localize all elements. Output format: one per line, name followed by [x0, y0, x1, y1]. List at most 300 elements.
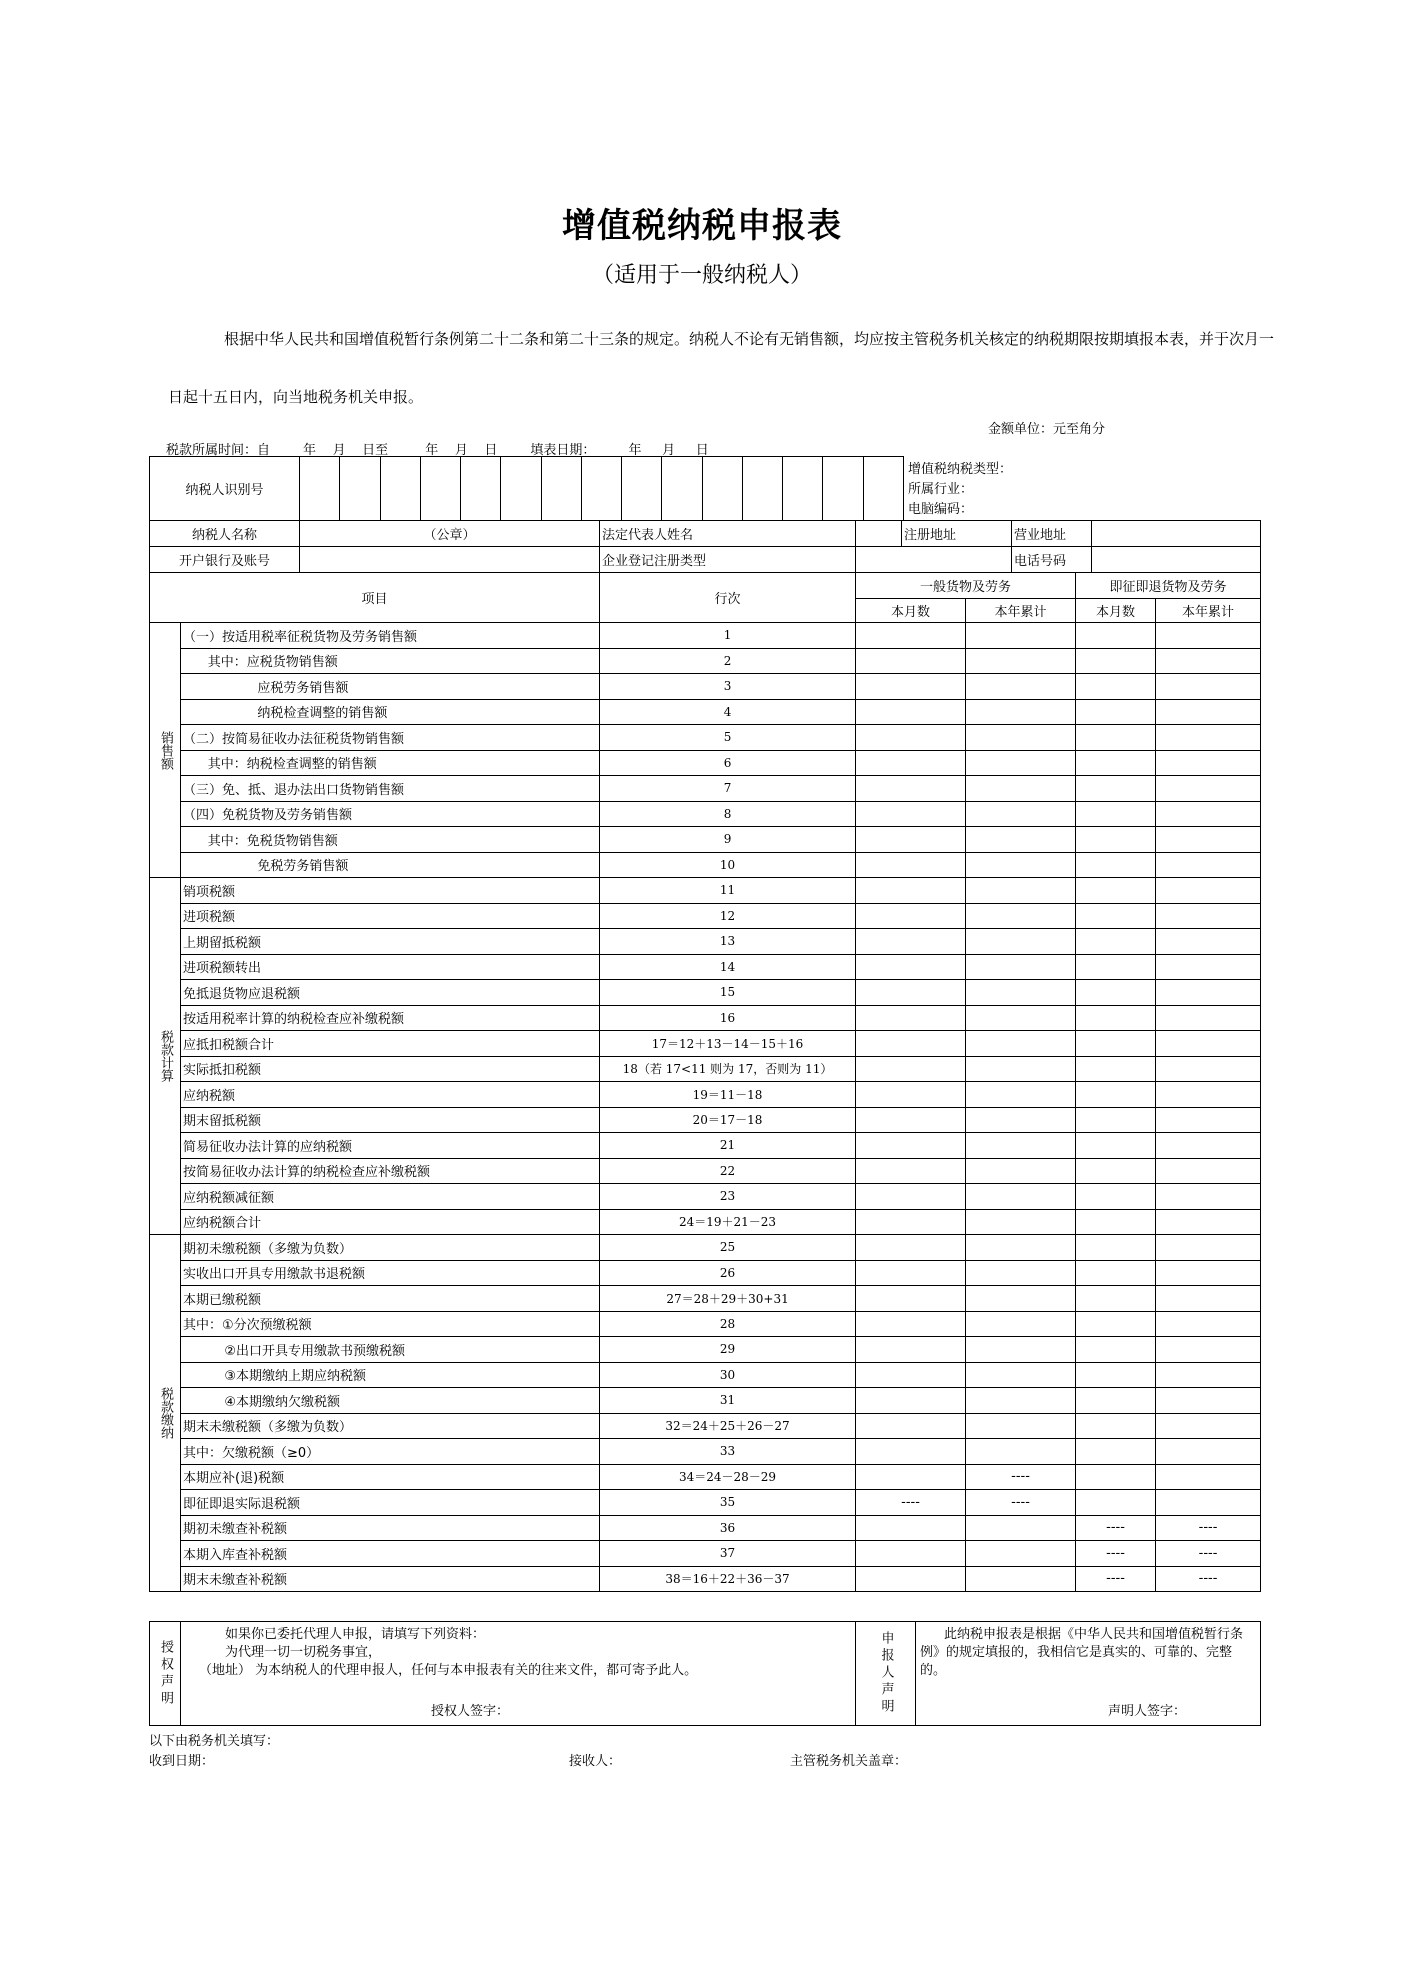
row-label: 进项税额 [181, 903, 600, 929]
general-this-month-cell[interactable] [856, 1464, 966, 1490]
row-line-number: 37 [600, 1541, 856, 1567]
refund-this-month-cell[interactable] [1076, 1005, 1156, 1031]
refund-this-month-cell[interactable] [1076, 725, 1156, 751]
general-this-month-cell[interactable] [856, 852, 966, 878]
declaration-heading [856, 1622, 916, 1726]
row-label: 本期入库查补税额 [181, 1541, 600, 1567]
id-digit-box[interactable] [863, 457, 903, 521]
row-label: ④本期缴纳欠缴税额 [181, 1388, 600, 1414]
row-line-number: 9 [600, 827, 856, 853]
refund-this-year-cell[interactable] [1156, 699, 1261, 725]
refund-this-month-cell: ---- [1076, 1566, 1156, 1592]
general-this-year-cell[interactable] [966, 750, 1076, 776]
general-this-year-cell[interactable] [966, 1311, 1076, 1337]
general-this-month-cell[interactable] [856, 1031, 966, 1057]
general-this-year-cell[interactable] [966, 1056, 1076, 1082]
id-digit-box[interactable] [501, 457, 541, 521]
refund-this-year-cell[interactable] [1156, 1464, 1261, 1490]
general-this-year-cell[interactable] [966, 1235, 1076, 1261]
refund-this-year-cell[interactable] [1156, 1260, 1261, 1286]
general-this-month-cell[interactable] [856, 1388, 966, 1414]
general-this-year-cell[interactable] [966, 1286, 1076, 1312]
table-row [150, 1388, 1261, 1414]
row-line-number: 17＝12＋13－14－15＋16 [600, 1031, 856, 1057]
general-this-year-cell[interactable] [966, 1541, 1076, 1567]
refund-this-year-cell[interactable] [1156, 1031, 1261, 1057]
declaration-table [149, 1621, 1261, 1726]
row-label: 按适用税率计算的纳税检查应补缴税额 [181, 1005, 600, 1031]
intro-paragraph: 根据中华人民共和国增值税暂行条例第二十二条和第二十三条的规定。纳税人不论有无销售额，均应按主管税务机关核定的纳税期限按期填报本表，并于次月一日起十五日内，向当地税务机关申报。 [168, 330, 1275, 406]
general-this-year-cell[interactable] [966, 1515, 1076, 1541]
tax-period-line: 税款所属时间：自 年 月 日至 年 月 日 填表日期： 年 月 日 [166, 443, 709, 458]
refund-this-year-cell[interactable] [1156, 827, 1261, 853]
general-this-month-cell[interactable] [856, 903, 966, 929]
refund-this-year-cell[interactable] [1156, 776, 1261, 802]
general-this-year-cell[interactable] [966, 878, 1076, 904]
row-label: （三）免、抵、退办法出口货物销售额 [181, 776, 600, 802]
table-row [150, 1515, 1261, 1541]
refund-this-month-cell[interactable] [1076, 1286, 1156, 1312]
refund-this-year-cell[interactable] [1156, 852, 1261, 878]
row-label: 其中：应税货物销售额 [181, 648, 600, 674]
refund-this-year-cell[interactable] [1156, 1413, 1261, 1439]
bank-account-label: 开户银行及账号 [150, 547, 300, 573]
refund-this-month-cell[interactable] [1076, 1413, 1156, 1439]
immediate-refund-header: 即征即退货物及劳务 [1076, 573, 1261, 599]
main-table [149, 572, 1261, 1592]
row-label: 其中：免税货物销售额 [181, 827, 600, 853]
table-row [150, 1566, 1261, 1592]
industry-label: 所属行业： [908, 482, 974, 497]
refund-this-year-cell[interactable] [1156, 878, 1261, 904]
general-this-month-cell[interactable] [856, 1311, 966, 1337]
general-this-month-cell[interactable] [856, 1184, 966, 1210]
general-this-month-cell[interactable] [856, 801, 966, 827]
refund-this-year-cell[interactable] [1156, 1388, 1261, 1414]
row-line-number: 38＝16＋22＋36－37 [600, 1566, 856, 1592]
refund-this-month-cell[interactable] [1076, 1490, 1156, 1516]
refund-this-month-cell[interactable] [1076, 1388, 1156, 1414]
authorization-text-1: 如果你已委托代理人申报，请填写下列资料： [225, 1627, 486, 1642]
refund-this-month-cell[interactable] [1076, 1439, 1156, 1465]
refund-this-year-cell[interactable] [1156, 801, 1261, 827]
refund-this-year-cell[interactable] [1156, 1005, 1261, 1031]
row-line-number: 15 [600, 980, 856, 1006]
refund-this-month-cell[interactable] [1076, 1056, 1156, 1082]
refund-this-month-cell[interactable] [1076, 1158, 1156, 1184]
row-line-number: 32＝24＋25＋26－27 [600, 1413, 856, 1439]
general-this-year-cell[interactable] [966, 623, 1076, 649]
refund-this-month-cell[interactable] [1076, 954, 1156, 980]
row-line-number: 25 [600, 1235, 856, 1261]
general-this-year-cell[interactable] [966, 1005, 1076, 1031]
table-row [150, 750, 1261, 776]
legal-rep-value[interactable] [856, 521, 902, 547]
refund-this-month-cell[interactable] [1076, 1464, 1156, 1490]
row-label: 期末未缴税额（多缴为负数） [181, 1413, 600, 1439]
row-label: （四）免税货物及劳务销售额 [181, 801, 600, 827]
refund-this-year-cell[interactable] [1156, 1056, 1261, 1082]
table-row [150, 1541, 1261, 1567]
general-this-year-cell[interactable] [966, 1184, 1076, 1210]
authority-seal-label: 主管税务机关盖章： [790, 1754, 908, 1769]
row-label: 销项税额 [181, 878, 600, 904]
refund-this-year-header: 本年累计 [1156, 599, 1261, 623]
general-this-month-cell[interactable] [856, 623, 966, 649]
row-line-number: 34＝24－28－29 [600, 1464, 856, 1490]
row-label: 应纳税额 [181, 1082, 600, 1108]
row-line-number: 5 [600, 725, 856, 751]
general-this-year-cell: ---- [966, 1464, 1076, 1490]
refund-this-year-cell[interactable] [1156, 1286, 1261, 1312]
general-this-month-cell[interactable] [856, 1413, 966, 1439]
refund-this-year-cell[interactable] [1156, 674, 1261, 700]
item-header: 项目 [150, 573, 600, 623]
section-heading [150, 623, 181, 878]
row-line-number: 2 [600, 648, 856, 674]
general-this-year-cell[interactable] [966, 1082, 1076, 1108]
table-row [150, 1235, 1261, 1261]
general-this-month-cell[interactable] [856, 827, 966, 853]
id-digit-box[interactable] [581, 457, 621, 521]
general-this-month-cell[interactable] [856, 699, 966, 725]
refund-this-year-cell: ---- [1156, 1541, 1261, 1567]
refund-this-year-cell[interactable] [1156, 648, 1261, 674]
authorization-text-3: （地址） 为本纳税人的代理申报人，任何与本申报表有关的往来文件，都可寄予此人。 [199, 1663, 698, 1678]
business-address-value[interactable] [1092, 521, 1261, 547]
general-this-month-cell[interactable] [856, 750, 966, 776]
section-heading [150, 1235, 181, 1592]
general-this-month-cell[interactable] [856, 878, 966, 904]
phone-value[interactable] [1092, 547, 1261, 573]
general-this-year-cell[interactable] [966, 929, 1076, 955]
refund-this-month-cell[interactable] [1076, 1337, 1156, 1363]
general-this-month-cell[interactable] [856, 954, 966, 980]
row-label: 期末未缴查补税额 [181, 1566, 600, 1592]
row-line-number: 24＝19＋21－23 [600, 1209, 856, 1235]
refund-this-year-cell[interactable] [1156, 1082, 1261, 1108]
refund-this-month-cell[interactable] [1076, 852, 1156, 878]
refund-this-month-cell[interactable] [1076, 648, 1156, 674]
refund-this-year-cell[interactable] [1156, 1490, 1261, 1516]
general-this-month-cell[interactable] [856, 1541, 966, 1567]
table-row [150, 648, 1261, 674]
seal-label: （公章） [300, 521, 600, 547]
general-this-year-cell[interactable] [966, 1388, 1076, 1414]
table-row [150, 1031, 1261, 1057]
table-row [150, 1260, 1261, 1286]
id-digit-box[interactable] [662, 457, 702, 521]
taxpayer-id-label: 纳税人识别号 [150, 457, 300, 521]
refund-this-month-cell[interactable] [1076, 623, 1156, 649]
general-this-month-cell[interactable] [856, 648, 966, 674]
row-label: 其中：欠缴税额（≥0） [181, 1439, 600, 1465]
row-label: （二）按简易征收办法征税货物销售额 [181, 725, 600, 751]
general-this-year-cell[interactable] [966, 980, 1076, 1006]
refund-this-month-header: 本月数 [1076, 599, 1156, 623]
table-row [150, 1056, 1261, 1082]
table-row [150, 929, 1261, 955]
row-label: （一）按适用税率征税货物及劳务销售额 [181, 623, 600, 649]
general-this-year-cell[interactable] [966, 1566, 1076, 1592]
general-this-month-cell[interactable] [856, 1286, 966, 1312]
table-row [150, 1286, 1261, 1312]
refund-this-year-cell[interactable] [1156, 1133, 1261, 1159]
general-this-year-cell[interactable] [966, 1209, 1076, 1235]
row-line-number: 4 [600, 699, 856, 725]
general-this-month-cell[interactable] [856, 1362, 966, 1388]
row-line-number: 30 [600, 1362, 856, 1388]
row-label: 应税劳务销售额 [181, 674, 600, 700]
row-label: 本期应补(退)税额 [181, 1464, 600, 1490]
general-this-month-cell: ---- [856, 1490, 966, 1516]
general-this-year-cell[interactable] [966, 1133, 1076, 1159]
row-label: 上期留抵税额 [181, 929, 600, 955]
general-this-month-cell[interactable] [856, 1235, 966, 1261]
row-label: 期初未缴查补税额 [181, 1515, 600, 1541]
form-title: 增值税纳税申报表 [562, 206, 842, 246]
general-this-month-cell[interactable] [856, 1260, 966, 1286]
refund-this-month-cell[interactable] [1076, 1031, 1156, 1057]
declaration-signature: 声明人签字： [1107, 1704, 1186, 1719]
refund-this-year-cell[interactable] [1156, 1337, 1261, 1363]
row-line-number: 16 [600, 1005, 856, 1031]
row-label: 进项税额转出 [181, 954, 600, 980]
general-this-year-cell[interactable] [966, 1107, 1076, 1133]
business-address-label: 营业地址 [1012, 521, 1092, 547]
general-this-month-cell[interactable] [856, 725, 966, 751]
general-this-month-cell[interactable] [856, 1133, 966, 1159]
general-this-month-cell[interactable] [856, 1209, 966, 1235]
refund-this-month-cell[interactable] [1076, 674, 1156, 700]
refund-this-month-cell[interactable] [1076, 699, 1156, 725]
row-line-number: 7 [600, 776, 856, 802]
table-row [150, 1082, 1261, 1108]
declaration-cell [916, 1622, 1261, 1726]
authorization-signature: 授权人签字： [431, 1704, 510, 1719]
row-line-number: 33 [600, 1439, 856, 1465]
refund-this-year-cell[interactable] [1156, 980, 1261, 1006]
general-this-year-cell[interactable] [966, 827, 1076, 853]
row-line-number: 3 [600, 674, 856, 700]
refund-this-month-cell[interactable] [1076, 1082, 1156, 1108]
row-line-number: 13 [600, 929, 856, 955]
refund-this-year-cell[interactable] [1156, 929, 1261, 955]
amount-unit: 金额单位：元至角分 [988, 422, 1106, 437]
general-this-year-cell[interactable] [966, 1158, 1076, 1184]
general-this-year-cell[interactable] [966, 725, 1076, 751]
refund-this-month-cell: ---- [1076, 1541, 1156, 1567]
row-label: 免税劳务销售额 [181, 852, 600, 878]
general-this-year-cell[interactable] [966, 1362, 1076, 1388]
refund-this-month-cell[interactable] [1076, 1184, 1156, 1210]
general-this-year-cell[interactable] [966, 801, 1076, 827]
general-this-year-cell[interactable] [966, 674, 1076, 700]
section-heading-text: 税款缴纳 [158, 1387, 173, 1439]
general-this-month-header: 本月数 [856, 599, 966, 623]
general-this-month-cell[interactable] [856, 1082, 966, 1108]
reg-address-label: 注册地址 [902, 521, 1012, 547]
row-line-number: 35 [600, 1490, 856, 1516]
refund-this-month-cell[interactable] [1076, 1311, 1156, 1337]
general-this-month-cell[interactable] [856, 1515, 966, 1541]
row-line-number: 1 [600, 623, 856, 649]
row-label: 应纳税额合计 [181, 1209, 600, 1235]
row-label: 即征即退实际退税额 [181, 1490, 600, 1516]
general-this-year-cell[interactable] [966, 1260, 1076, 1286]
line-header: 行次 [600, 573, 856, 623]
id-digit-box[interactable] [742, 457, 782, 521]
table-row [150, 776, 1261, 802]
general-this-month-cell[interactable] [856, 1056, 966, 1082]
row-line-number: 11 [600, 878, 856, 904]
refund-this-month-cell[interactable] [1076, 878, 1156, 904]
general-goods-header: 一般货物及劳务 [856, 573, 1076, 599]
refund-this-year-cell[interactable] [1156, 623, 1261, 649]
general-this-month-cell[interactable] [856, 1107, 966, 1133]
general-this-month-cell[interactable] [856, 929, 966, 955]
section-heading-text: 销售额 [158, 730, 173, 770]
id-digit-box[interactable] [783, 457, 823, 521]
refund-this-year-cell[interactable] [1156, 750, 1261, 776]
general-this-month-cell[interactable] [856, 1337, 966, 1363]
general-this-month-cell[interactable] [856, 776, 966, 802]
general-this-year-cell[interactable] [966, 1031, 1076, 1057]
refund-this-year-cell[interactable] [1156, 954, 1261, 980]
row-line-number: 21 [600, 1133, 856, 1159]
refund-this-month-cell[interactable] [1076, 801, 1156, 827]
table-row [150, 1337, 1261, 1363]
refund-this-month-cell[interactable] [1076, 980, 1156, 1006]
general-this-month-cell[interactable] [856, 1439, 966, 1465]
row-line-number: 29 [600, 1337, 856, 1363]
refund-this-year-cell: ---- [1156, 1515, 1261, 1541]
general-this-year-cell[interactable] [966, 954, 1076, 980]
row-line-number: 19＝11－18 [600, 1082, 856, 1108]
refund-this-year-cell[interactable] [1156, 1362, 1261, 1388]
general-this-year-cell[interactable] [966, 1439, 1076, 1465]
general-this-month-cell[interactable] [856, 1005, 966, 1031]
vat-type-label: 增值税纳税类型： [908, 462, 1013, 477]
general-this-year-cell[interactable] [966, 852, 1076, 878]
id-digit-box[interactable] [461, 457, 501, 521]
id-digit-box[interactable] [380, 457, 420, 521]
row-label: 期初未缴税额（多缴为负数） [181, 1235, 600, 1261]
id-digit-box[interactable] [420, 457, 460, 521]
refund-this-year-cell[interactable] [1156, 1209, 1261, 1235]
refund-this-month-cell: ---- [1076, 1515, 1156, 1541]
authorization-heading [150, 1622, 181, 1726]
authorization-cell [181, 1622, 856, 1726]
refund-this-month-cell[interactable] [1076, 929, 1156, 955]
section-heading [150, 878, 181, 1235]
authorization-heading-text: 授权声明 [158, 1639, 173, 1708]
enterprise-type-value[interactable] [856, 547, 1012, 573]
refund-this-year-cell[interactable] [1156, 1184, 1261, 1210]
row-line-number: 22 [600, 1158, 856, 1184]
table-row [150, 1107, 1261, 1133]
refund-this-month-cell[interactable] [1076, 1362, 1156, 1388]
refund-this-year-cell[interactable] [1156, 1439, 1261, 1465]
row-label: 免抵退货物应退税额 [181, 980, 600, 1006]
section-heading-text: 税款计算 [158, 1030, 173, 1082]
row-label: 按简易征收办法计算的纳税检查应补缴税额 [181, 1158, 600, 1184]
table-row [150, 1209, 1261, 1235]
id-digit-box[interactable] [541, 457, 581, 521]
id-digit-box[interactable] [340, 457, 380, 521]
refund-this-year-cell[interactable] [1156, 1311, 1261, 1337]
table-row [150, 903, 1261, 929]
id-digit-box[interactable] [702, 457, 742, 521]
table-row [150, 623, 1261, 649]
table-row [150, 1184, 1261, 1210]
table-row [150, 1311, 1261, 1337]
refund-this-month-cell[interactable] [1076, 1133, 1156, 1159]
id-digit-box[interactable] [622, 457, 662, 521]
row-line-number: 26 [600, 1260, 856, 1286]
refund-this-month-cell[interactable] [1076, 776, 1156, 802]
refund-this-month-cell[interactable] [1076, 1260, 1156, 1286]
table-row [150, 980, 1261, 1006]
general-this-month-cell[interactable] [856, 1158, 966, 1184]
id-digit-box[interactable] [300, 457, 340, 521]
phone-label: 电话号码 [1012, 547, 1092, 573]
row-label: 应纳税额减征额 [181, 1184, 600, 1210]
refund-this-month-cell[interactable] [1076, 750, 1156, 776]
refund-this-year-cell: ---- [1156, 1566, 1261, 1592]
declaration-text: 此纳税申报表是根据《中华人民共和国增值税暂行条例》的规定填报的，我相信它是真实的、可靠的、完整的。 [920, 1627, 1244, 1678]
row-label: 应抵扣税额合计 [181, 1031, 600, 1057]
general-this-month-cell[interactable] [856, 980, 966, 1006]
refund-this-month-cell[interactable] [1076, 903, 1156, 929]
table-row [150, 878, 1261, 904]
row-label: ②出口开具专用缴款书预缴税额 [181, 1337, 600, 1363]
refund-this-year-cell[interactable] [1156, 1158, 1261, 1184]
id-digit-box[interactable] [823, 457, 863, 521]
row-line-number: 14 [600, 954, 856, 980]
row-label: 简易征收办法计算的应纳税额 [181, 1133, 600, 1159]
general-this-year-cell[interactable] [966, 1337, 1076, 1363]
refund-this-month-cell[interactable] [1076, 1209, 1156, 1235]
footer-note: 以下由税务机关填写： [149, 1734, 280, 1749]
refund-this-year-cell[interactable] [1156, 725, 1261, 751]
row-line-number: 6 [600, 750, 856, 776]
refund-this-month-cell[interactable] [1076, 1107, 1156, 1133]
refund-this-year-cell[interactable] [1156, 1235, 1261, 1261]
general-this-year-cell[interactable] [966, 699, 1076, 725]
refund-this-month-cell[interactable] [1076, 827, 1156, 853]
table-row [150, 674, 1261, 700]
row-line-number: 10 [600, 852, 856, 878]
bank-account-value[interactable] [300, 547, 600, 573]
general-this-month-cell[interactable] [856, 1566, 966, 1592]
taxpayer-info-table [149, 520, 1261, 573]
general-this-year-cell[interactable] [966, 776, 1076, 802]
general-this-month-cell[interactable] [856, 674, 966, 700]
table-row [150, 1413, 1261, 1439]
pc-code-label: 电脑编码： [908, 502, 974, 517]
refund-this-year-cell[interactable] [1156, 1107, 1261, 1133]
general-this-year-cell[interactable] [966, 903, 1076, 929]
refund-this-month-cell[interactable] [1076, 1235, 1156, 1261]
general-this-year-cell[interactable] [966, 648, 1076, 674]
row-label: 实收出口开具专用缴款书退税额 [181, 1260, 600, 1286]
legal-rep-label: 法定代表人姓名 [600, 521, 856, 547]
row-line-number: 12 [600, 903, 856, 929]
general-this-year-cell[interactable] [966, 1413, 1076, 1439]
refund-this-year-cell[interactable] [1156, 903, 1261, 929]
table-row [150, 1133, 1261, 1159]
